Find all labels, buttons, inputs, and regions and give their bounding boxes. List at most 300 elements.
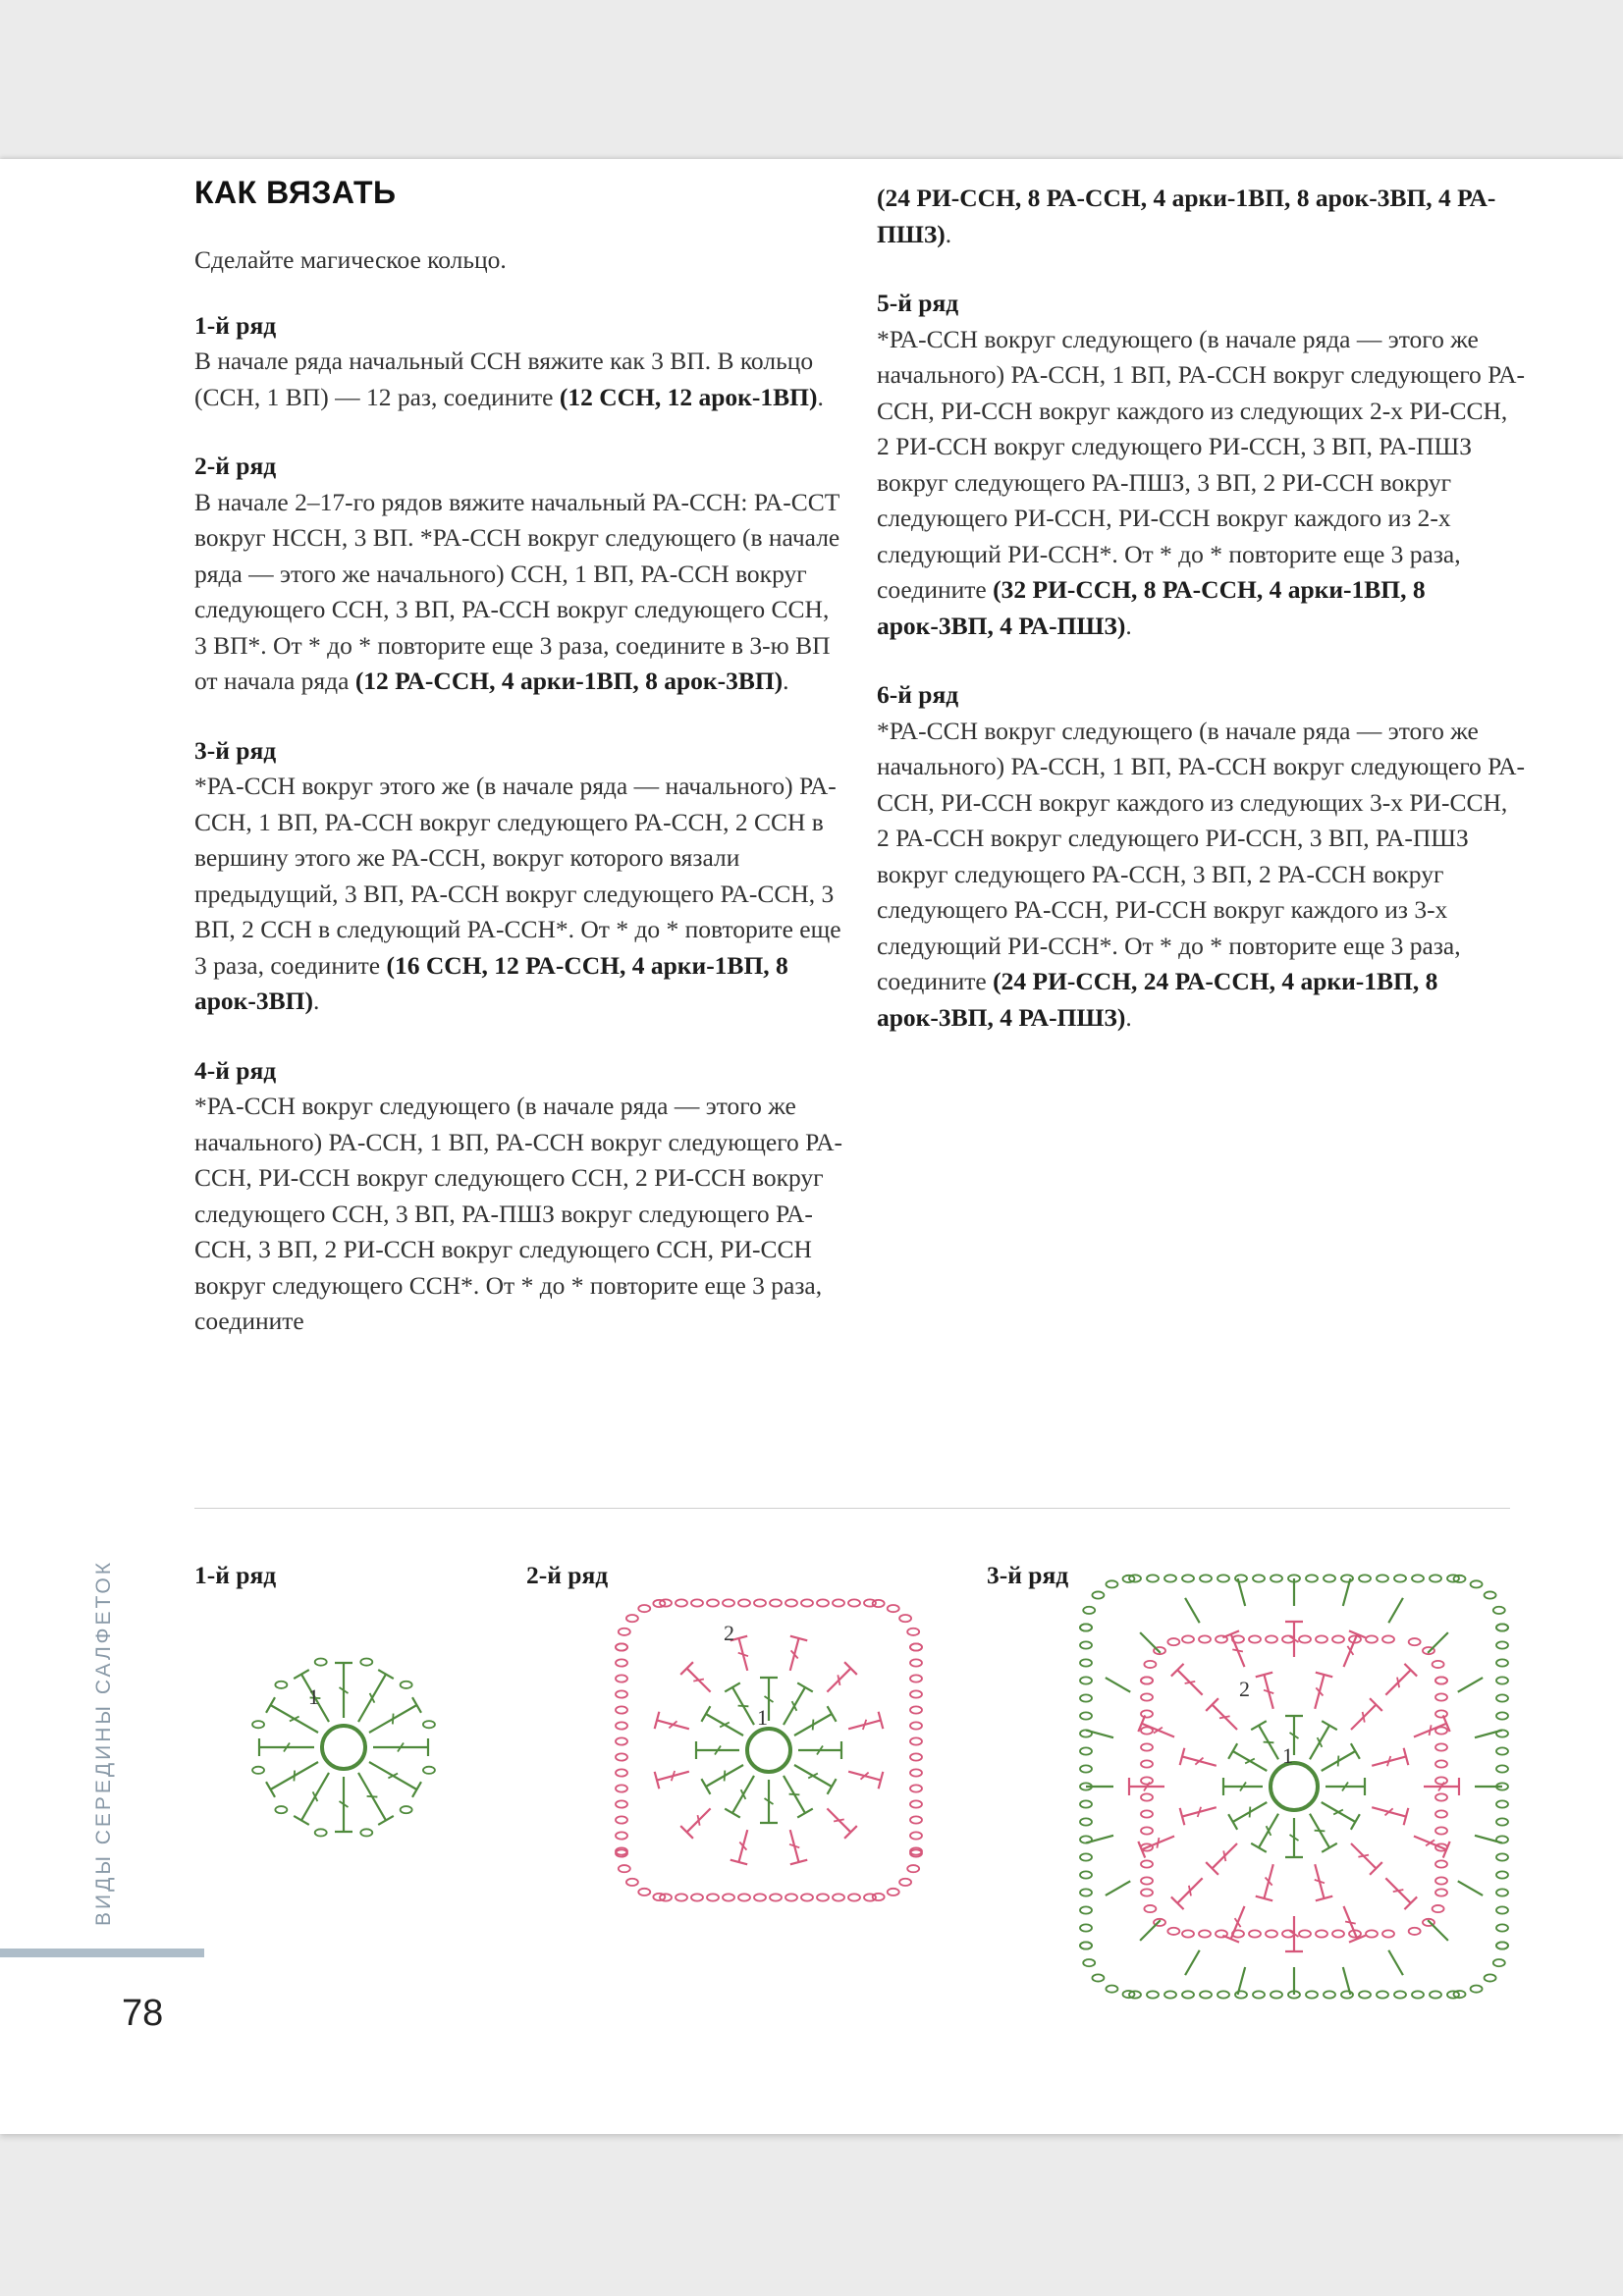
chain-stitch <box>1496 1712 1508 1719</box>
chain-stitch <box>1341 1575 1353 1581</box>
chain-stitch <box>1167 1638 1179 1645</box>
chain-stitch <box>1435 1777 1447 1784</box>
chain-stitch <box>738 1894 750 1900</box>
stitch-top-bar <box>266 1697 275 1713</box>
chain-stitch <box>1141 1889 1153 1896</box>
chain-stitch <box>1485 1974 1496 1981</box>
stitch-crossbar <box>693 1680 704 1682</box>
chain-stitch <box>1217 1575 1229 1581</box>
page-title: КАК ВЯЗАТЬ <box>194 175 397 210</box>
chain-stitch <box>1394 1575 1406 1581</box>
round-1-2-stitches <box>616 1599 922 1900</box>
chain-stitch <box>1282 1635 1294 1642</box>
double-crochet-stitch <box>1428 1632 1448 1653</box>
chain-stitch <box>1144 1905 1156 1912</box>
chain-stitch <box>738 1599 750 1606</box>
stitch-top-bar <box>1251 1721 1267 1730</box>
chain-stitch <box>1216 1930 1227 1937</box>
chain-stitch <box>1106 1985 1117 1992</box>
chain-stitch <box>1083 1607 1095 1614</box>
chain-stitch <box>616 1816 627 1823</box>
double-crochet-stitch <box>1185 1950 1200 1975</box>
row-3-heading: 3-й ряд <box>194 735 277 765</box>
chain-stitch <box>723 1894 734 1900</box>
stitch-top-bar <box>378 1670 394 1679</box>
chain-stitch <box>616 1737 627 1744</box>
chain-stitch <box>1496 1641 1508 1648</box>
chain-stitch <box>252 1721 264 1728</box>
stitch-top-bar <box>701 1706 710 1722</box>
chain-stitch <box>1092 1974 1104 1981</box>
chain-stitch <box>754 1599 766 1606</box>
row-2-totals: (12 РА-ССН, 4 арки-1ВП, 8 арок-3ВП) <box>354 667 784 695</box>
stitch-top-bar <box>294 1670 309 1679</box>
chain-stitch <box>315 1658 327 1665</box>
row-5-totals: (32 РИ-ССН, 8 РА-ССН, 4 арки-1ВП, 8 арок-3ВП, 4 РА-ПШЗ) <box>877 575 1426 640</box>
chain-stitch <box>1341 1991 1353 1998</box>
chain-stitch <box>1182 1930 1194 1937</box>
chain-stitch <box>616 1800 627 1807</box>
chain-stitch <box>1141 1743 1153 1750</box>
chain-stitch <box>907 1865 919 1872</box>
chain-stitch <box>1496 1942 1508 1949</box>
chain-stitch <box>1430 1575 1441 1581</box>
chain-stitch <box>1433 1905 1444 1912</box>
chain-stitch <box>873 1894 885 1900</box>
chain-stitch <box>1496 1747 1508 1754</box>
chain-stitch <box>616 1785 627 1791</box>
stitch-crossbar <box>838 1675 839 1685</box>
stitch-crossbar <box>1345 1922 1356 1924</box>
chain-stitch <box>1435 1793 1447 1800</box>
stitch-crossbar <box>698 1815 700 1826</box>
stitch-crossbar <box>393 1714 394 1725</box>
chain-stitch <box>910 1832 922 1839</box>
chain-stitch <box>817 1894 829 1900</box>
chain-stitch <box>1141 1877 1153 1884</box>
crochet-chart-row-2 <box>607 1588 931 1912</box>
chain-stitch <box>785 1894 797 1900</box>
chain-stitch <box>1080 1677 1092 1683</box>
chain-stitch <box>1496 1853 1508 1860</box>
chain-stitch <box>1496 1677 1508 1683</box>
round-number-2: 2 <box>724 1621 734 1645</box>
stitch-crossbar <box>725 1771 726 1782</box>
chain-stitch <box>1080 1765 1092 1772</box>
chain-stitch <box>1435 1710 1447 1717</box>
double-crochet-stitch <box>1388 1598 1403 1623</box>
stitch-crossbar <box>1363 1712 1365 1723</box>
chain-stitch <box>1182 1635 1194 1642</box>
chain-stitch <box>1433 1661 1444 1668</box>
stitch-top-bar <box>1251 1843 1267 1852</box>
chain-stitch <box>1080 1712 1092 1719</box>
sidebar-accent-bar <box>0 1949 204 1957</box>
row-1-text: В начале ряда начальный ССН вяжите как 3 ВП. В кольцо (ССН, 1 ВП) — 12 раз, соедините <box>194 347 814 411</box>
chain-stitch <box>275 1682 287 1688</box>
chain-stitch <box>1332 1930 1344 1937</box>
chain-stitch <box>1332 1635 1344 1642</box>
chain-stitch <box>910 1737 922 1744</box>
chain-stitch <box>1377 1575 1388 1581</box>
stitch-top-bar <box>797 1809 813 1818</box>
chain-stitch <box>1216 1635 1227 1642</box>
chain-stitch <box>833 1599 844 1606</box>
crochet-chart-row-1 <box>236 1639 452 1855</box>
chain-stitch <box>252 1767 264 1774</box>
chain-stitch <box>1249 1635 1261 1642</box>
chain-stitch <box>1080 1853 1092 1860</box>
chain-stitch <box>616 1769 627 1776</box>
section-divider <box>194 1508 1510 1509</box>
round-number-2: 2 <box>1239 1677 1250 1701</box>
row-2-block: 2-й ряд В начале 2–17-го рядов вяжите начальный РА-ССН: РА-ССТ вокруг НССН, 3 ВП. *РА-ССН вокруг следующего (в начале ряда — этого же начального) ССН, 1 ВП, РА-ССН вокруг следующего ССН, 3 ВП, РА-ССН вокруг следующего ССН, 3 ВП*. От * до * повторите еще 3 раза, соедините в 3-ю ВП от начала ряда (12 РА-ССН, 4 арки-1ВП, 8 арок-3ВП). <box>194 449 842 700</box>
chain-stitch <box>1493 1959 1505 1966</box>
chain-stitch <box>616 1832 627 1839</box>
stitch-top-bar <box>1322 1843 1337 1852</box>
chain-stitch <box>619 1629 630 1635</box>
chain-stitch <box>638 1889 650 1896</box>
chain-stitch <box>1141 1677 1153 1683</box>
chain-stitch <box>1496 1800 1508 1807</box>
chain-stitch <box>817 1599 829 1606</box>
chain-stitch <box>1496 1694 1508 1701</box>
stitch-crossbar <box>1430 1725 1432 1735</box>
chain-stitch <box>910 1769 922 1776</box>
stitch-crossbar <box>1358 1855 1369 1857</box>
chain-stitch <box>1182 1575 1194 1581</box>
chain-stitch <box>1366 1635 1378 1642</box>
chain-stitch <box>1306 1991 1318 1998</box>
crochet-chart-row-3 <box>1068 1561 1520 2012</box>
round-number-1: 1 <box>757 1705 768 1730</box>
chain-stitch <box>723 1599 734 1606</box>
chain-stitch <box>1435 1810 1447 1817</box>
chain-stitch <box>1412 1575 1424 1581</box>
chain-stitch <box>1083 1959 1095 1966</box>
chain-stitch <box>1359 1991 1371 1998</box>
chain-stitch <box>1080 1694 1092 1701</box>
stitch-crossbar <box>813 1720 814 1731</box>
round-1-stitches <box>252 1658 435 1836</box>
chain-stitch <box>707 1599 719 1606</box>
stitch-crossbar <box>1232 1649 1243 1651</box>
chain-stitch <box>1306 1575 1318 1581</box>
chain-stitch <box>888 1605 899 1612</box>
chain-stitch <box>1200 1991 1212 1998</box>
magic-ring <box>1271 1763 1318 1810</box>
chain-stitch <box>616 1675 627 1682</box>
page-number: 78 <box>122 1993 164 2034</box>
chain-stitch <box>1496 1924 1508 1931</box>
round-number-1: 1 <box>1282 1743 1293 1768</box>
chain-stitch <box>910 1659 922 1666</box>
stitch-crossbar <box>1338 1756 1339 1767</box>
chain-stitch <box>1235 1575 1247 1581</box>
chain-stitch <box>423 1721 435 1728</box>
row-2-heading: 2-й ряд <box>194 452 277 480</box>
stitch-crossbar <box>1393 1890 1404 1892</box>
chain-stitch <box>626 1879 638 1886</box>
chain-stitch <box>899 1879 911 1886</box>
row-5-text: *РА-ССН вокруг следующего (в начале ряда — этого же начального) РА-ССН, 1 ВП, РА-ССН вокруг следующего РА-ССН, РИ-ССН вокруг каждого из следующих 2-х РИ-ССН, 2 РИ-ССН вокруг следующего РИ-ССН, 3 ВП, РА-ПШЗ вокруг следующего РА-ПШЗ, 3 ВП, 2 РИ-ССН вокруг следующего РИ-ССН, РИ-ССН вокруг каждого из 2-х следующий РИ-ССН*. От * до * повторите еще 3 раза, соедините <box>877 324 1525 604</box>
chain-stitch <box>1164 1991 1176 1998</box>
chain-stitch <box>801 1894 813 1900</box>
chain-stitch <box>1299 1635 1311 1642</box>
diagram-1-label: 1-й ряд <box>194 1561 277 1589</box>
chain-stitch <box>1435 1743 1447 1750</box>
chain-stitch <box>619 1865 630 1872</box>
chain-stitch <box>707 1894 719 1900</box>
chain-stitch <box>1141 1777 1153 1784</box>
chain-stitch <box>1435 1827 1447 1834</box>
chain-stitch <box>1147 1575 1159 1581</box>
chain-stitch <box>1147 1991 1159 1998</box>
stitch-top-bar <box>412 1697 421 1713</box>
double-crochet-stitch <box>1458 1678 1483 1692</box>
diagram-3-label: 3-й ряд <box>987 1561 1069 1589</box>
stitch-top-bar <box>828 1706 837 1722</box>
chain-stitch <box>1080 1942 1092 1949</box>
chain-stitch <box>1266 1930 1277 1937</box>
chain-stitch <box>1485 1591 1496 1598</box>
row-6-totals: (24 РИ-ССН, 24 РА-ССН, 4 арки-1ВП, 8 арок-3ВП, 4 РА-ПШЗ) <box>877 967 1438 1032</box>
chain-stitch <box>1471 1580 1483 1587</box>
row-4-continued: (24 РИ-ССН, 8 РА-ССН, 4 арки-1ВП, 8 арок-3ВП, 4 РА-ПШЗ). <box>877 184 1496 248</box>
chain-stitch <box>1435 1889 1447 1896</box>
stitch-crossbar <box>367 1796 378 1797</box>
chain-stitch <box>1471 1985 1483 1992</box>
row-5-block: 5-й ряд *РА-ССН вокруг следующего (в начале ряда — этого же начального) РА-ССН, 1 ВП, РА-ССН вокруг следующего РА-ССН, РИ-ССН вокруг каждого из следующих 2-х РИ-ССН, 2 РИ-ССН вокруг следующего РИ-ССН, 3 ВП, РА-ПШЗ вокруг следующего РА-ПШЗ, 3 ВП, 2 РИ-ССН вокруг следующего РИ-ССН, РИ-ССН вокруг каждого из 2-х следующий РИ-ССН*. От * до * повторите еще 3 раза, соедините (32 РИ-ССН, 8 РА-ССН, 4 арки-1ВП, 8 арок-3ВП, 4 РА-ПШЗ). <box>877 286 1525 644</box>
chain-stitch <box>1141 1810 1153 1817</box>
stitch-crossbar <box>294 1771 295 1782</box>
chapter-sidebar-label: ВИДЫ СЕРЕДИНЫ САЛФЕТОК <box>92 1560 115 1927</box>
chain-stitch <box>1435 1677 1447 1683</box>
row-1-heading: 1-й ряд <box>194 310 277 340</box>
chain-stitch <box>1235 1991 1247 1998</box>
chain-stitch <box>1253 1991 1265 1998</box>
chain-stitch <box>1080 1889 1092 1896</box>
stitch-crossbar <box>1315 1831 1325 1832</box>
chain-stitch <box>1430 1991 1441 1998</box>
double-crochet-stitch <box>1428 1920 1448 1941</box>
row-6-block: 6-й ряд *РА-ССН вокруг следующего (в начале ряда — этого же начального) РА-ССН, 1 ВП, РА-ССН вокруг следующего РА-ССН, РИ-ССН вокруг каждого из следующих 3-х РИ-ССН, 2 РА-ССН вокруг следующего РИ-ССН, 3 ВП, РА-ПШЗ вокруг следующего РА-ССН, 3 ВП, 2 РА-ССН вокруг следующего РА-ССН, РИ-ССН вокруг каждого из 3-х следующий РИ-ССН*. От * до * повторите еще 3 раза, соедините (24 РИ-ССН, 24 РА-ССН, 4 арки-1ВП, 8 арок-3ВП, 4 РА-ПШЗ). <box>877 677 1525 1036</box>
chain-stitch <box>616 1643 627 1650</box>
stitch-top-bar <box>266 1782 275 1797</box>
chain-stitch <box>1496 1889 1508 1896</box>
chain-stitch <box>1316 1930 1327 1937</box>
double-crochet-stitch <box>1140 1920 1161 1941</box>
chain-stitch <box>1199 1930 1211 1937</box>
stitch-top-bar <box>294 1816 309 1825</box>
chain-stitch <box>910 1816 922 1823</box>
chain-stitch <box>1394 1991 1406 1998</box>
double-crochet-stitch <box>1458 1881 1483 1896</box>
chain-stitch <box>1217 1991 1229 1998</box>
chain-stitch <box>1080 1641 1092 1648</box>
magic-ring <box>747 1729 790 1772</box>
double-crochet-stitch <box>1106 1881 1130 1896</box>
chain-stitch <box>1496 1624 1508 1630</box>
chain-stitch <box>1496 1906 1508 1913</box>
chain-stitch <box>1182 1991 1194 1998</box>
diagram-2-label: 2-й ряд <box>526 1561 609 1589</box>
chain-stitch <box>899 1615 911 1622</box>
chain-stitch <box>785 1599 797 1606</box>
right-column <box>877 181 1525 1069</box>
stitch-top-bar <box>1228 1814 1237 1830</box>
chain-stitch <box>1324 1575 1335 1581</box>
chain-stitch <box>616 1659 627 1666</box>
chain-stitch <box>691 1894 703 1900</box>
chain-stitch <box>638 1605 650 1612</box>
chain-stitch <box>848 1894 860 1900</box>
chain-stitch <box>1141 1727 1153 1734</box>
chain-stitch <box>1409 1638 1421 1645</box>
row-4-heading: 4-й ряд <box>194 1055 277 1085</box>
round-1-3-stitches <box>1080 1575 1508 1998</box>
chain-stitch <box>626 1615 638 1622</box>
double-crochet-stitch <box>1106 1678 1130 1692</box>
chain-stitch <box>616 1690 627 1697</box>
chain-stitch <box>275 1806 287 1813</box>
stitch-top-bar <box>701 1779 710 1794</box>
row-1-totals: (12 ССН, 12 арок-1ВП) <box>559 382 818 411</box>
chain-stitch <box>1324 1991 1335 1998</box>
chain-stitch <box>676 1894 687 1900</box>
double-crochet-stitch <box>1388 1950 1403 1975</box>
stitch-crossbar <box>1189 1886 1191 1896</box>
chain-stitch <box>1141 1793 1153 1800</box>
stitch-crossbar <box>789 1794 800 1795</box>
chain-stitch <box>1199 1635 1211 1642</box>
chain-stitch <box>770 1599 782 1606</box>
stitch-top-bar <box>1322 1721 1337 1730</box>
chain-stitch <box>1435 1693 1447 1700</box>
chain-stitch <box>1080 1906 1092 1913</box>
chain-stitch <box>1167 1928 1179 1935</box>
chain-stitch <box>616 1706 627 1713</box>
chain-stitch <box>401 1682 412 1688</box>
chain-stitch <box>1435 1727 1447 1734</box>
chain-stitch <box>1141 1693 1153 1700</box>
chain-stitch <box>691 1599 703 1606</box>
chain-stitch <box>1080 1624 1092 1630</box>
chain-stitch <box>1092 1591 1104 1598</box>
stitch-crossbar <box>1264 1742 1274 1743</box>
chain-stitch <box>910 1643 922 1650</box>
chain-stitch <box>1249 1930 1261 1937</box>
chain-stitch <box>1409 1928 1421 1935</box>
round-number-1: 1 <box>308 1684 319 1709</box>
chain-stitch <box>910 1785 922 1791</box>
chain-stitch <box>1435 1760 1447 1767</box>
stitch-top-bar <box>828 1779 837 1794</box>
row-3-block: 3-й ряд *РА-ССН вокруг этого же (в начале ряда — начального) РА-ССН, 1 ВП, РА-ССН вокруг следующего РА-ССН, 2 ССН в вершину этого же РА-ССН, вокруг которого вязали предыдущий, 3 ВП, РА-ССН вокруг следующего РА-ССН, 3 ВП, 2 ССН в следующий РА-ССН*. От * до * повторите еще 3 раза, соедините (16 ССН, 12 РА-ССН, 4 арки-1ВП, 8 арок-3ВП). <box>194 733 842 1020</box>
chain-stitch <box>873 1600 885 1607</box>
chain-stitch <box>1382 1930 1394 1937</box>
stitch-top-bar <box>412 1782 421 1797</box>
chain-stitch <box>1266 1635 1277 1642</box>
chain-stitch <box>833 1894 844 1900</box>
chain-stitch <box>1359 1575 1371 1581</box>
chain-stitch <box>1141 1710 1153 1717</box>
double-crochet-stitch <box>1140 1632 1161 1653</box>
chain-stitch <box>910 1706 922 1713</box>
chain-stitch <box>1200 1575 1212 1581</box>
magic-ring <box>322 1726 365 1769</box>
chain-stitch <box>1080 1871 1092 1878</box>
chain-stitch <box>1271 1991 1282 1998</box>
chain-stitch <box>770 1894 782 1900</box>
stitch-crossbar <box>1219 1716 1230 1718</box>
chain-stitch <box>1299 1930 1311 1937</box>
stitch-top-bar <box>1351 1814 1360 1830</box>
row-1-block: 1-й ряд В начале ряда начальный ССН вяжите как 3 ВП. В кольцо (ССН, 1 ВП) — 12 раз, соедините (12 ССН, 12 арок-1ВП). <box>194 308 842 416</box>
row-3-text: *РА-ССН вокруг этого же (в начале ряда — начального) РА-ССН, 1 ВП, РА-ССН вокруг следующего РА-ССН, 2 ССН в вершину этого же РА-ССН, вокруг которого вязали предыдущий, 3 ВП, РА-ССН вокруг следующего РА-ССН, 3 ВП, 2 ССН в следующий РА-ССН*. От * до * повторите еще 3 раза, соедините <box>194 772 841 980</box>
chain-stitch <box>1271 1575 1282 1581</box>
chain-stitch <box>910 1753 922 1760</box>
chain-stitch <box>1496 1818 1508 1825</box>
chain-stitch <box>1164 1575 1176 1581</box>
chain-stitch <box>910 1675 922 1682</box>
stitch-crossbar <box>834 1819 844 1821</box>
stitch-crossbar <box>1157 1838 1159 1848</box>
stitch-crossbar <box>1250 1807 1251 1818</box>
chain-stitch <box>1080 1924 1092 1931</box>
row-2-text: В начале 2–17-го рядов вяжите начальный РА-ССН: РА-ССТ вокруг НССН, 3 ВП. *РА-ССН вокруг следующего (в начале ряда — этого же начального) ССН, 1 ВП, РА-ССН вокруг следующего ССН, 3 ВП, РА-ССН вокруг следующего ССН, 3 ВП*. От * до * повторите еще 3 раза, соедините в 3-ю ВП от начала ряда <box>194 487 840 695</box>
chain-stitch <box>848 1599 860 1606</box>
stitch-crossbar <box>1397 1678 1399 1688</box>
chain-stitch <box>1382 1635 1394 1642</box>
row-5-heading: 5-й ряд <box>877 289 959 317</box>
chain-stitch <box>888 1889 899 1896</box>
chain-stitch <box>401 1806 412 1813</box>
row-4-text: *РА-ССН вокруг следующего (в начале ряда — этого же начального) РА-ССН, 1 ВП, РА-ССН вокруг следующего РА-ССН, РИ-ССН вокруг следующего ССН, 2 РИ-ССН вокруг следующего ССН, 3 ВП, РА-ПШЗ вокруг следующего РА-ССН, 3 ВП, 2 РИ-ССН вокруг следующего ССН, РИ-ССН вокруг следующего ССН*. От * до * повторите еще 3 раза, соедините <box>194 1092 842 1335</box>
chain-stitch <box>1080 1800 1092 1807</box>
stitch-top-bar <box>1351 1743 1360 1759</box>
chain-stitch <box>315 1829 327 1836</box>
chain-stitch <box>1141 1760 1153 1767</box>
chain-stitch <box>1141 1827 1153 1834</box>
left-column <box>194 242 842 1373</box>
stitch-crossbar <box>738 1706 749 1707</box>
chain-stitch <box>1377 1991 1388 1998</box>
chain-stitch <box>1080 1659 1092 1666</box>
chain-stitch <box>1493 1607 1505 1614</box>
chain-stitch <box>801 1599 813 1606</box>
chain-stitch <box>1316 1635 1327 1642</box>
chain-stitch <box>1282 1930 1294 1937</box>
chain-stitch <box>1144 1661 1156 1668</box>
chain-stitch <box>676 1599 687 1606</box>
stitch-crossbar <box>1185 1682 1196 1683</box>
row-6-heading: 6-й ряд <box>877 680 959 709</box>
chain-stitch <box>1080 1818 1092 1825</box>
chain-stitch <box>360 1658 372 1665</box>
chain-stitch <box>754 1894 766 1900</box>
chain-stitch <box>1496 1659 1508 1666</box>
stitch-top-bar <box>1228 1743 1237 1759</box>
chain-stitch <box>907 1629 919 1635</box>
chain-stitch <box>616 1753 627 1760</box>
row-4-block <box>194 1053 842 1340</box>
stitch-crossbar <box>1223 1850 1225 1861</box>
stitch-top-bar <box>378 1816 394 1825</box>
row-6-text: *РА-ССН вокруг следующего (в начале ряда — этого же начального) РА-ССН, 1 ВП, РА-ССН вокруг следующего РА-ССН, РИ-ССН вокруг каждого из следующих 3-х РИ-ССН, 2 РА-ССН вокруг следующего РИ-ССН, 3 ВП, РА-ПШЗ вокруг следующего РА-ССН, 3 ВП, 2 РА-ССН вокруг следующего РА-ССН, РИ-ССН вокруг каждого из 3-х следующий РИ-ССН*. От * до * повторите еще 3 раза, соедините <box>877 716 1525 995</box>
intro-text: Сделайте магическое кольцо. <box>194 245 507 274</box>
chain-stitch <box>1366 1930 1378 1937</box>
